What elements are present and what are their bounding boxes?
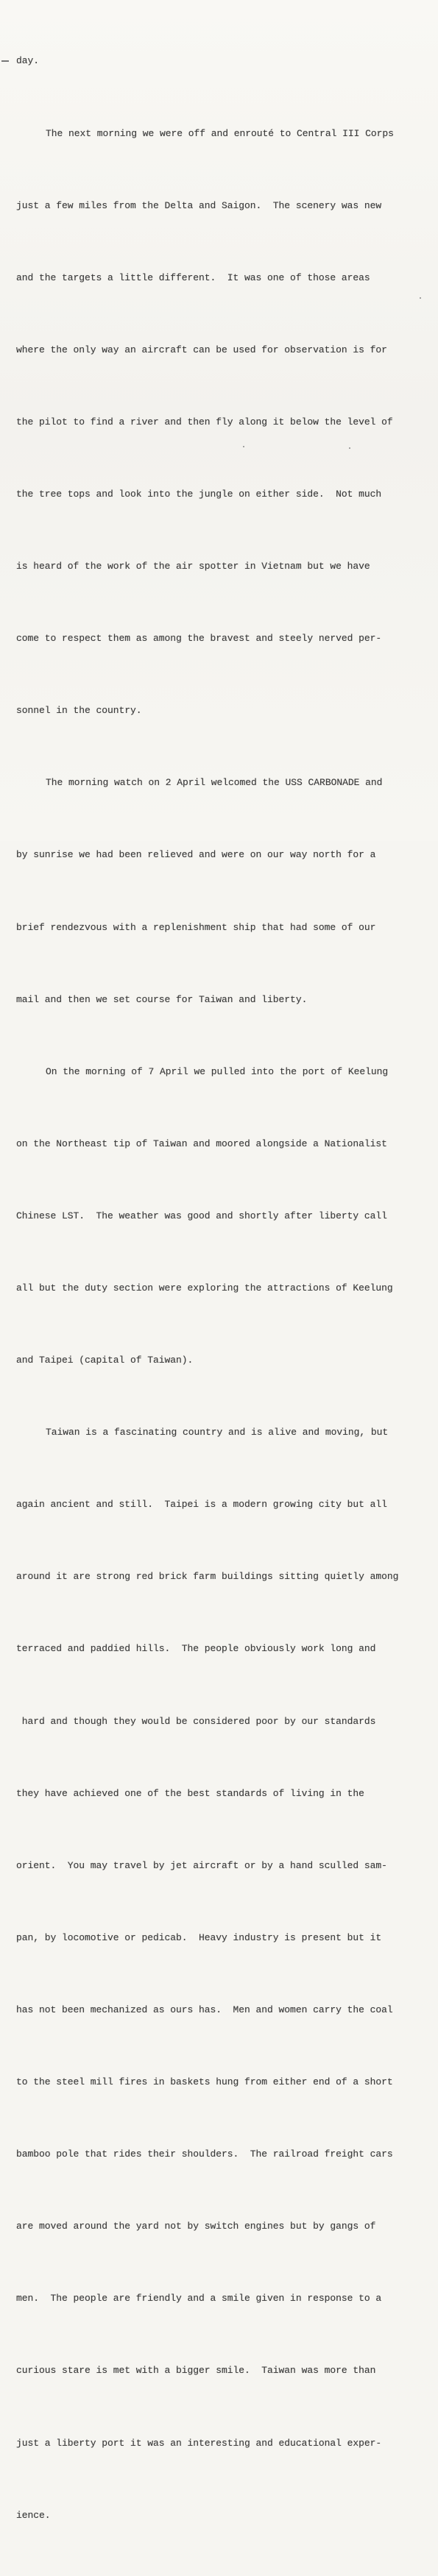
text-line: just a few miles from the Delta and Saigon. The scenery was new — [16, 199, 382, 211]
text-line: terraced and paddied hills. The people obviously work long and — [16, 1643, 376, 1655]
text-line: around it are strong red brick farm buildings sitting quietly among — [16, 1571, 399, 1583]
typed-text-body — [16, 1, 428, 2576]
text-line: and the targets a little different. It was one of those areas — [16, 272, 370, 283]
paragraph-first-line: Taiwan is a fascinating country and is alive and moving, but — [46, 1427, 389, 1438]
text-line: bamboo pole that rides their shoulders. The railroad freight cars — [16, 2149, 393, 2160]
text-line: by sunrise we had been relieved and were on our way north for a — [16, 849, 376, 861]
text-line: mail and then we set course for Taiwan and liberty. — [16, 993, 308, 1005]
paragraph-first-line: The next morning we were off and enrouté to Central III Corps — [46, 127, 394, 139]
text-line: men. The people are friendly and a smile given in response to a — [16, 2293, 382, 2304]
text-line: the tree tops and look into the jungle on either side. Not much — [16, 488, 382, 500]
text-line: the pilot to find a river and then fly along it below the level of — [16, 416, 393, 427]
text-line: pan, by locomotive or pedicab. Heavy industry is present but it — [16, 1931, 382, 1943]
text-line: orient. You may travel by jet aircraft or by a hand sculled sam- — [16, 1859, 387, 1871]
text-line: come to respect them as among the bravest and steely nerved per- — [16, 633, 382, 645]
text-line: again ancient and still. Taipei is a modern growing city but all — [16, 1499, 387, 1511]
text-line: sonnel in the country. — [16, 705, 142, 717]
text-line: just a liberty port it was an interesting and educational exper- — [16, 2437, 382, 2449]
text-line: are moved around the yard not by switch engines but by gangs of — [16, 2221, 376, 2232]
text-line: curious stare is met with a bigger smile. Taiwan was more than — [16, 2365, 376, 2377]
text-line: ience. — [16, 2509, 51, 2521]
text-line: Chinese LST. The weather was good and shortly after liberty call — [16, 1210, 387, 1221]
text-line: hard and though they would be considered poor by our standards — [16, 1715, 376, 1727]
text-line: is heard of the work of the air spotter in Vietnam but we have — [16, 561, 370, 572]
text-line: where the only way an aircraft can be used for observation is for — [16, 344, 387, 355]
text-line: on the Northeast tip of Taiwan and moored alongside a Nationalist — [16, 1138, 387, 1149]
text-line: to the steel mill fires in baskets hung from either end of a short — [16, 2076, 393, 2088]
text-line: has not been mechanized as ours has. Men and women carry the coal — [16, 2004, 393, 2015]
text-line: they have achieved one of the best standards of living in the — [16, 1787, 364, 1799]
text-line: and Taipei (capital of Taiwan). — [16, 1355, 194, 1366]
paragraph-first-line: On the morning of 7 April we pulled into the port of Keelung — [46, 1065, 389, 1077]
text-line: brief rendezvous with a replenishment ship that had some of our — [16, 921, 376, 933]
margin-mark — [1, 60, 9, 62]
paragraph-first-line: The morning watch on 2 April welcomed the USS CARBONADE and — [46, 777, 383, 789]
text-line: day. — [16, 55, 40, 67]
text-line: all but the duty section were exploring the attractions of Keelung — [16, 1282, 393, 1294]
